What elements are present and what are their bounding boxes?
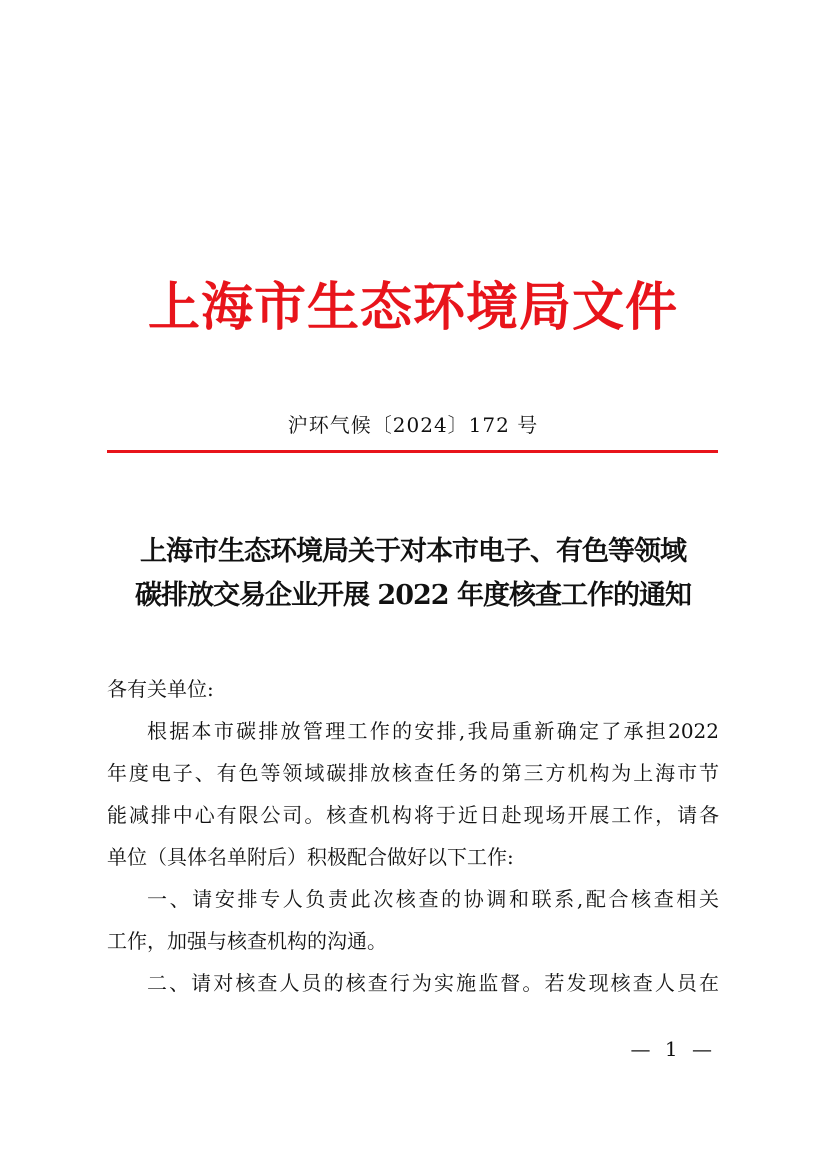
red-divider-line: [107, 450, 718, 453]
paragraph-1-line-2: 年度电子、有色等领域碳排放核查任务的第三方机构为上海市节: [107, 761, 719, 785]
document-body: [107, 668, 719, 1004]
notice-title: [60, 530, 766, 618]
issuer-header-title: 上海市生态环境局文件: [147, 277, 678, 338]
paragraph-1-line-1: 根据本市碳排放管理工作的安排,我局重新确定了承担2022: [147, 719, 719, 743]
paragraph-2-line-2: 工作，加强与核查机构的沟通。: [107, 929, 387, 953]
paragraph-1-line-4: 单位（具体名单附后）积极配合做好以下工作:: [107, 845, 514, 869]
document-number: 沪环气候〔2024〕172 号: [287, 413, 539, 437]
page-number: — 1 —: [630, 1037, 716, 1061]
salutation: 各有关单位:: [107, 677, 214, 701]
paragraph-2-line-1: 一、请安排专人负责此次核查的协调和联系,配合核查相关: [147, 887, 719, 911]
notice-title-line-1: 上海市生态环境局关于对本市电子、有色等领域: [140, 536, 686, 567]
paragraph-3-line-1: 二、请对核查人员的核查行为实施监督。若发现核查人员在: [147, 971, 719, 995]
paragraph-1-line-3: 能减排中心有限公司。核查机构将于近日赴现场开展工作，请各: [107, 803, 719, 827]
notice-title-line-2: 碳排放交易企业开展 2022 年度核查工作的通知: [135, 580, 691, 611]
